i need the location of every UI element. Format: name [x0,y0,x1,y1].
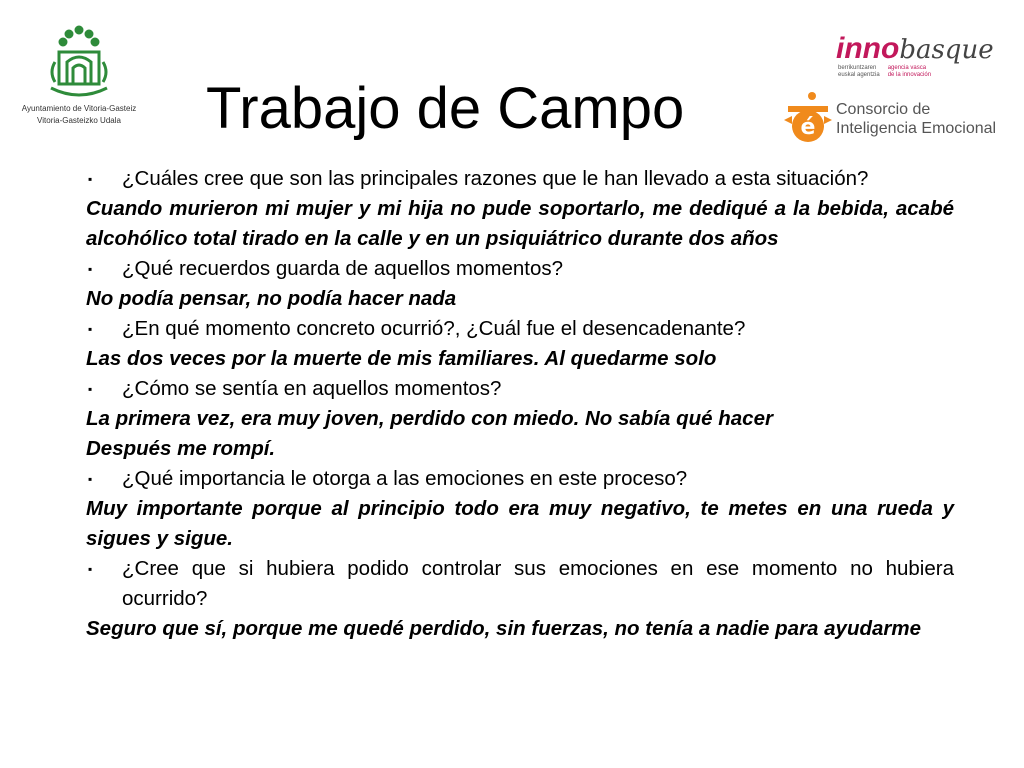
answer-text: Después me rompí. [86,437,276,460]
page-title: Trabajo de Campo [206,76,685,141]
bullet-icon: ▪ [88,322,93,336]
question-item [86,554,954,614]
vitoria-gasteiz-coat-of-arms-icon [43,22,115,102]
innobasque-logo-part1: inno [836,32,900,65]
bullet-icon: ▪ [88,472,93,486]
svg-text:é: é [800,115,816,140]
innobasque-sub1-line2: euskal agentzia [838,72,880,78]
question-item [86,254,954,284]
innobasque-logo-part2: basque [899,35,994,65]
answer-text: No podía pensar, no podía hacer nada [86,287,457,310]
question-item [86,164,954,194]
question-item [86,314,954,344]
emotional-intelligence-e-icon [782,90,834,146]
bullet-icon: ▪ [88,262,93,276]
question-item [86,374,954,404]
question-text: ¿Cree que si hubiera podido controlar sus emociones en ese momento no hubiera ocurrido? [122,557,954,610]
answer-text: Seguro que sí, porque me quedé perdido, sin fuerzas, no tenía a nadie para ayudarme [86,617,922,640]
answer-text: Cuando murieron mi mujer y mi hija no pude soportarlo, me dediqué a la bebida, acabé alcohólico total tirado en la calle y en un psiquiátrico durante dos años [86,197,954,250]
consorcio-logo [782,90,1022,146]
question-text: ¿Cómo se sentía en aquellos momentos? [122,377,502,400]
innobasque-sub1-line1: berrikuntzaren [838,65,877,71]
question-item [86,464,954,494]
question-text: ¿Qué recuerdos guarda de aquellos momentos? [122,257,564,280]
vitoria-gasteiz-logo [14,22,144,132]
answer-text: La primera vez, era muy joven, perdido con miedo. No sabía qué hacer [86,407,773,430]
bullet-icon: ▪ [88,382,93,396]
interview-content [86,164,954,644]
answer-text: Muy importante porque al principio todo era muy negativo, te metes en una rueda y sigues y sigue. [86,497,954,550]
innobasque-sub2-line1: agencia vasca [887,65,927,71]
bullet-icon: ▪ [88,172,93,186]
question-text: ¿Qué importancia le otorga a las emociones en este proceso? [122,467,688,490]
logo-caption-line2: Vitoria-Gasteizko Udala [37,116,121,125]
question-text: ¿En qué momento concreto ocurrió?, ¿Cuál fue el desencadenante? [122,317,746,340]
innobasque-sub2-line2: de la innovación [887,72,932,78]
consorcio-line2: Inteligencia Emocional [836,120,997,137]
answer-text: Las dos veces por la muerte de mis familiares. Al quedarme solo [86,347,717,370]
consorcio-line1: Consorcio de [836,101,931,118]
question-text: ¿Cuáles cree que son las principales razones que le han llevado a esta situación? [122,167,869,190]
innobasque-logo [836,34,996,84]
logo-caption-line1: Ayuntamiento de Vitoria-Gasteiz [21,104,137,113]
bullet-icon: ▪ [88,562,93,576]
